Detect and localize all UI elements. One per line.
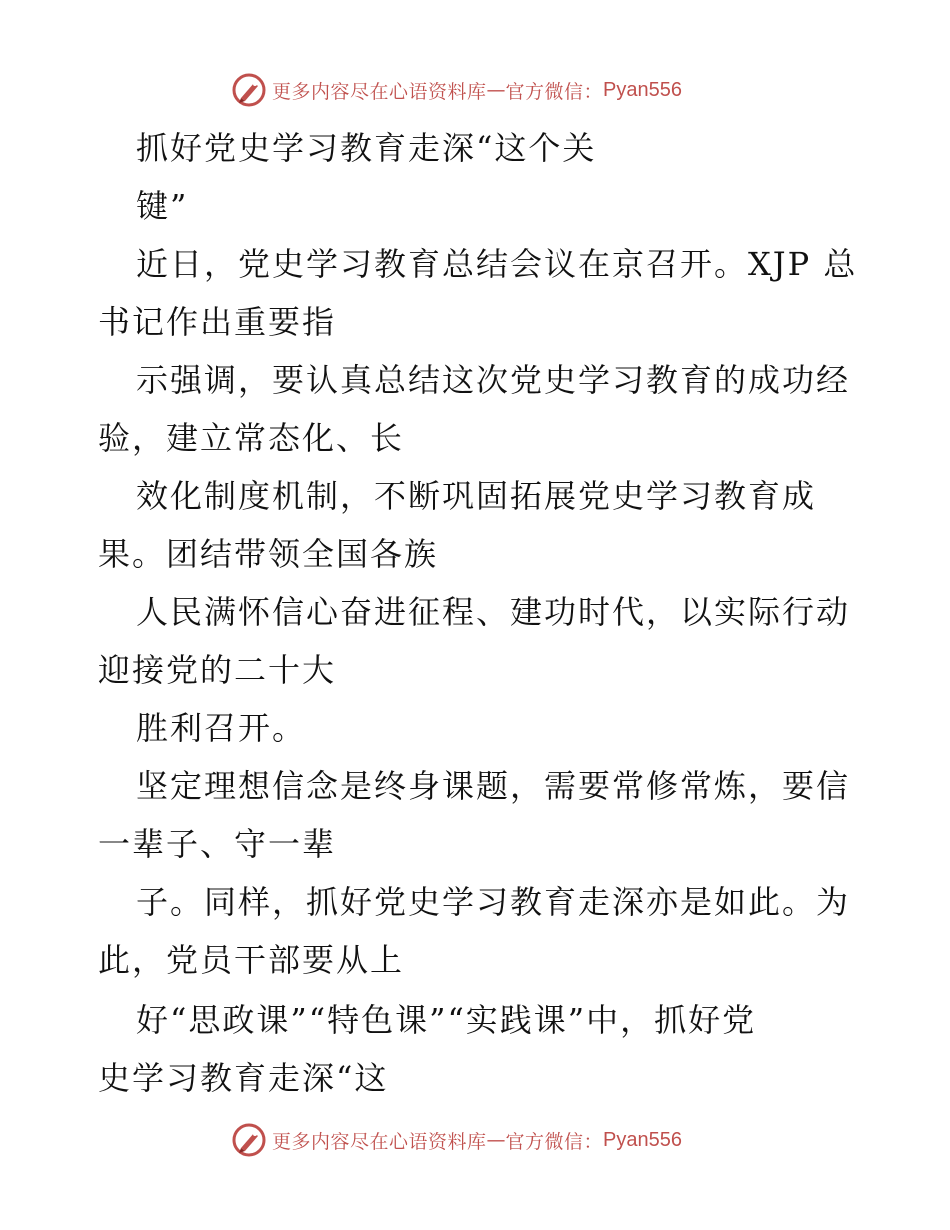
watermark-text: 更多内容尽在心语资料库 bbox=[272, 80, 487, 103]
watermark-text: 更多内容尽在心语资料库 bbox=[272, 1130, 487, 1153]
paragraph-line: 此，党员干部要从上 bbox=[98, 941, 405, 979]
watermark-label: 官方微信： bbox=[505, 1130, 604, 1153]
paragraph-line: 胜利召开。 bbox=[136, 709, 307, 747]
watermark-account: Pyan556 bbox=[603, 1128, 682, 1151]
paragraph-line: 示强调，要认真总结这次党史学习教育的成功经 bbox=[136, 361, 851, 399]
watermark-separator: — bbox=[486, 79, 506, 101]
watermark-header bbox=[232, 72, 682, 108]
paragraph-line: 近日，党史学习教育总结会议在京召开。XJP 总 bbox=[136, 245, 858, 283]
paragraph-line: 好“思政课”“特色课”“实践课”中，抓好党 bbox=[136, 1001, 757, 1039]
pen-logo-icon bbox=[232, 73, 266, 107]
paragraph-line: 效化制度机制，不断巩固拓展党史学习教育成 bbox=[136, 477, 817, 515]
paragraph-line: 人民满怀信心奋进征程、建功时代，以实际行动 bbox=[136, 593, 851, 631]
paragraph-line: 子。同样，抓好党史学习教育走深亦是如此。为 bbox=[136, 883, 851, 921]
paragraph-line: 一辈子、守一辈 bbox=[98, 825, 337, 863]
pen-logo-icon bbox=[232, 1123, 266, 1157]
watermark-account: Pyan556 bbox=[603, 78, 682, 101]
document-title-line-1: 抓好党史学习教育走深“这个关 bbox=[136, 129, 597, 167]
document-title-line-2: 键” bbox=[136, 187, 189, 225]
paragraph-line: 史学习教育走深“这 bbox=[98, 1059, 389, 1097]
paragraph-line: 验，建立常态化、长 bbox=[98, 419, 405, 457]
paragraph-line: 迎接党的二十大 bbox=[98, 651, 337, 689]
watermark-label: 官方微信： bbox=[505, 80, 604, 103]
paragraph-line: 坚定理想信念是终身课题，需要常修常炼，要信 bbox=[136, 767, 851, 805]
paragraph-line: 果。团结带领全国各族 bbox=[98, 535, 439, 573]
watermark-footer bbox=[232, 1122, 682, 1158]
watermark-separator: — bbox=[486, 1129, 506, 1151]
paragraph-line: 书记作出重要指 bbox=[98, 303, 337, 341]
